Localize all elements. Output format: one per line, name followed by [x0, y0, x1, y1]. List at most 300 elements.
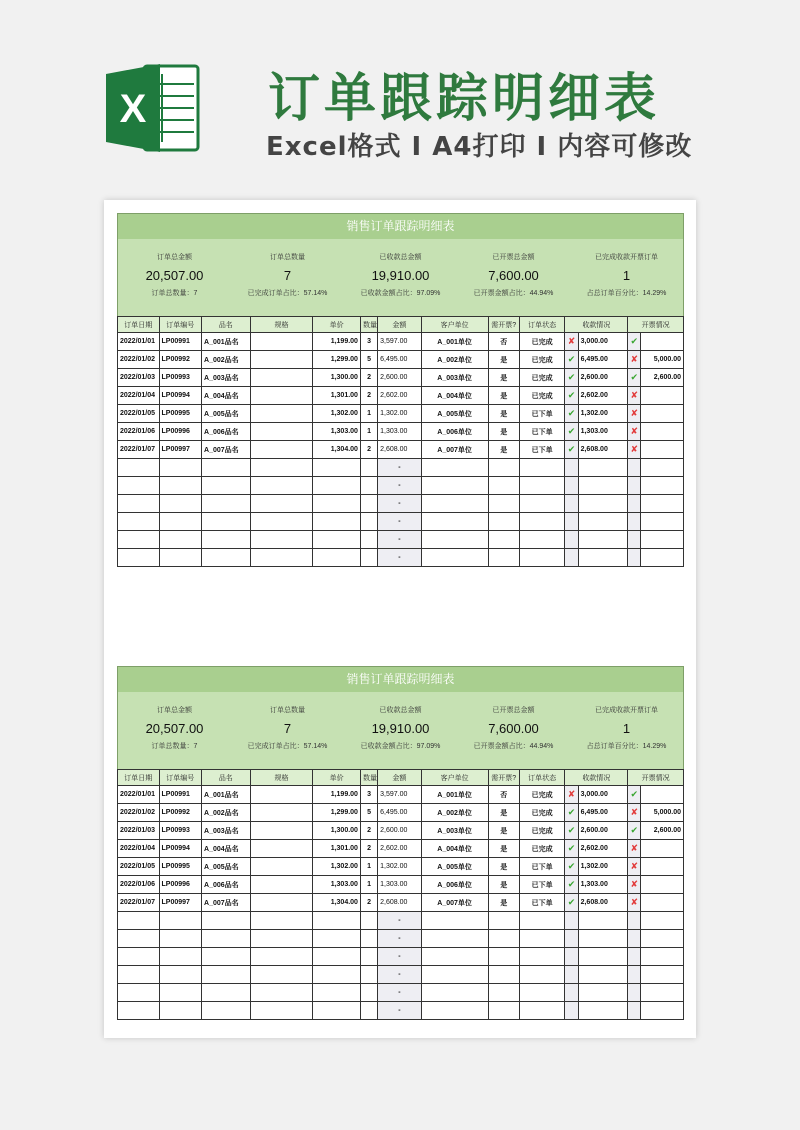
cell-client[interactable]: A_005单位 [421, 405, 488, 423]
empty-cell[interactable] [313, 930, 361, 948]
cell-invoice[interactable]: 是 [488, 369, 519, 387]
cell-spec[interactable] [250, 876, 313, 894]
empty-cell[interactable] [118, 966, 160, 984]
empty-cell[interactable] [313, 549, 361, 567]
empty-cell[interactable] [578, 495, 628, 513]
empty-cell[interactable] [421, 513, 488, 531]
cell-date[interactable]: 2022/01/05 [118, 405, 160, 423]
empty-cell[interactable] [578, 948, 628, 966]
cell-no[interactable]: LP00993 [159, 369, 202, 387]
cell-qty[interactable]: 2 [360, 822, 377, 840]
cell-inv[interactable] [641, 786, 684, 804]
cell-status[interactable]: 已下单 [519, 858, 565, 876]
empty-cell[interactable] [578, 549, 628, 567]
empty-cell[interactable] [641, 984, 684, 1002]
cell-price[interactable]: 1,304.00 [313, 441, 361, 459]
empty-cell[interactable] [421, 531, 488, 549]
cell-pay[interactable]: 6,495.00 [578, 351, 628, 369]
empty-cell[interactable] [313, 912, 361, 930]
cell-spec[interactable] [250, 351, 313, 369]
empty-cell[interactable] [159, 984, 202, 1002]
cell-qty[interactable]: 2 [360, 387, 377, 405]
cell-invoice[interactable]: 是 [488, 387, 519, 405]
cell-inv[interactable]: 5,000.00 [641, 351, 684, 369]
empty-cell[interactable]: - [378, 531, 422, 549]
empty-cell[interactable] [360, 912, 377, 930]
cell-pay[interactable]: 1,302.00 [578, 405, 628, 423]
cell-date[interactable]: 2022/01/02 [118, 804, 160, 822]
empty-cell[interactable]: - [378, 930, 422, 948]
empty-cell[interactable] [202, 948, 251, 966]
status-mark-cell[interactable] [565, 786, 578, 804]
cell-status[interactable]: 已下单 [519, 405, 565, 423]
cell-price[interactable]: 1,299.00 [313, 351, 361, 369]
empty-cell[interactable] [565, 930, 578, 948]
empty-cell[interactable] [313, 459, 361, 477]
cell-inv[interactable] [641, 387, 684, 405]
empty-cell[interactable] [519, 549, 565, 567]
empty-cell[interactable] [641, 459, 684, 477]
cell-inv[interactable]: 2,600.00 [641, 369, 684, 387]
cell-name[interactable]: A_004品名 [202, 387, 251, 405]
empty-cell[interactable] [421, 1002, 488, 1020]
empty-cell[interactable] [118, 513, 160, 531]
cell-date[interactable]: 2022/01/04 [118, 840, 160, 858]
cell-amount[interactable]: 1,303.00 [378, 876, 422, 894]
empty-cell[interactable] [421, 495, 488, 513]
cell-date[interactable]: 2022/01/06 [118, 423, 160, 441]
status-mark-cell[interactable] [628, 387, 641, 405]
empty-cell[interactable] [519, 531, 565, 549]
empty-cell[interactable] [313, 1002, 361, 1020]
empty-cell[interactable] [488, 984, 519, 1002]
status-mark-cell[interactable] [565, 858, 578, 876]
empty-cell[interactable] [488, 495, 519, 513]
cell-invoice[interactable]: 是 [488, 441, 519, 459]
cell-name[interactable]: A_006品名 [202, 876, 251, 894]
cell-name[interactable]: A_005品名 [202, 405, 251, 423]
empty-cell[interactable]: - [378, 513, 422, 531]
cell-no[interactable]: LP00995 [159, 405, 202, 423]
empty-cell[interactable] [313, 531, 361, 549]
empty-cell[interactable] [250, 477, 313, 495]
cell-client[interactable]: A_007单位 [421, 441, 488, 459]
empty-cell[interactable] [118, 495, 160, 513]
empty-cell[interactable] [628, 984, 641, 1002]
cell-amount[interactable]: 1,302.00 [378, 858, 422, 876]
cell-client[interactable]: A_004单位 [421, 840, 488, 858]
cell-name[interactable]: A_007品名 [202, 894, 251, 912]
empty-cell[interactable] [313, 513, 361, 531]
empty-cell[interactable] [565, 459, 578, 477]
empty-cell[interactable] [565, 531, 578, 549]
cell-amount[interactable]: 6,495.00 [378, 804, 422, 822]
cell-amount[interactable]: 3,597.00 [378, 333, 422, 351]
status-mark-cell[interactable] [628, 351, 641, 369]
cell-inv[interactable] [641, 840, 684, 858]
empty-cell[interactable] [519, 984, 565, 1002]
cell-inv[interactable] [641, 876, 684, 894]
empty-cell[interactable] [421, 984, 488, 1002]
empty-cell[interactable] [628, 459, 641, 477]
cell-status[interactable]: 已完成 [519, 387, 565, 405]
empty-cell[interactable] [118, 477, 160, 495]
cell-invoice[interactable]: 是 [488, 858, 519, 876]
empty-cell[interactable] [159, 966, 202, 984]
cell-client[interactable]: A_001单位 [421, 333, 488, 351]
cell-no[interactable]: LP00992 [159, 804, 202, 822]
cell-inv[interactable] [641, 423, 684, 441]
empty-cell[interactable] [159, 549, 202, 567]
cell-no[interactable]: LP00994 [159, 840, 202, 858]
empty-cell[interactable] [250, 930, 313, 948]
empty-cell[interactable] [641, 912, 684, 930]
cell-qty[interactable]: 1 [360, 423, 377, 441]
empty-cell[interactable] [360, 531, 377, 549]
cell-inv[interactable]: 5,000.00 [641, 804, 684, 822]
cell-price[interactable]: 1,301.00 [313, 387, 361, 405]
empty-cell[interactable] [202, 966, 251, 984]
empty-cell[interactable] [488, 912, 519, 930]
empty-cell[interactable] [641, 513, 684, 531]
cell-client[interactable]: A_003单位 [421, 822, 488, 840]
empty-cell[interactable] [360, 930, 377, 948]
empty-cell[interactable] [628, 948, 641, 966]
cell-client[interactable]: A_005单位 [421, 858, 488, 876]
cell-date[interactable]: 2022/01/07 [118, 894, 160, 912]
cell-pay[interactable]: 1,302.00 [578, 858, 628, 876]
cell-no[interactable]: LP00994 [159, 387, 202, 405]
cell-invoice[interactable]: 是 [488, 804, 519, 822]
cell-price[interactable]: 1,302.00 [313, 405, 361, 423]
cell-inv[interactable] [641, 405, 684, 423]
cell-spec[interactable] [250, 822, 313, 840]
cell-price[interactable]: 1,304.00 [313, 894, 361, 912]
cell-pay[interactable]: 2,608.00 [578, 894, 628, 912]
cell-no[interactable]: LP00996 [159, 876, 202, 894]
cell-status[interactable]: 已完成 [519, 333, 565, 351]
empty-cell[interactable] [118, 930, 160, 948]
empty-cell[interactable] [250, 912, 313, 930]
cell-name[interactable]: A_002品名 [202, 351, 251, 369]
cell-client[interactable]: A_007单位 [421, 894, 488, 912]
empty-cell[interactable] [159, 948, 202, 966]
cell-status[interactable]: 已完成 [519, 822, 565, 840]
empty-cell[interactable] [250, 948, 313, 966]
empty-cell[interactable] [641, 1002, 684, 1020]
empty-cell[interactable] [202, 930, 251, 948]
empty-cell[interactable] [641, 966, 684, 984]
cell-status[interactable]: 已完成 [519, 786, 565, 804]
cell-qty[interactable]: 3 [360, 333, 377, 351]
cell-name[interactable]: A_002品名 [202, 804, 251, 822]
cell-amount[interactable]: 2,602.00 [378, 840, 422, 858]
cell-inv[interactable] [641, 894, 684, 912]
empty-cell[interactable] [202, 549, 251, 567]
cell-no[interactable]: LP00997 [159, 894, 202, 912]
cell-spec[interactable] [250, 405, 313, 423]
empty-cell[interactable] [202, 513, 251, 531]
empty-cell[interactable] [488, 930, 519, 948]
cell-spec[interactable] [250, 840, 313, 858]
empty-cell[interactable] [565, 912, 578, 930]
empty-cell[interactable] [202, 984, 251, 1002]
empty-cell[interactable]: - [378, 966, 422, 984]
cell-qty[interactable]: 2 [360, 441, 377, 459]
cell-date[interactable]: 2022/01/07 [118, 441, 160, 459]
empty-cell[interactable] [159, 459, 202, 477]
status-mark-cell[interactable] [565, 423, 578, 441]
cell-spec[interactable] [250, 786, 313, 804]
status-mark-cell[interactable] [628, 369, 641, 387]
cell-status[interactable]: 已下单 [519, 423, 565, 441]
empty-cell[interactable] [202, 531, 251, 549]
cell-qty[interactable]: 2 [360, 894, 377, 912]
empty-cell[interactable] [565, 495, 578, 513]
empty-cell[interactable] [519, 459, 565, 477]
cell-price[interactable]: 1,301.00 [313, 840, 361, 858]
cell-client[interactable]: A_001单位 [421, 786, 488, 804]
cell-no[interactable]: LP00997 [159, 441, 202, 459]
cell-price[interactable]: 1,302.00 [313, 858, 361, 876]
cell-price[interactable]: 1,300.00 [313, 822, 361, 840]
empty-cell[interactable] [118, 1002, 160, 1020]
cell-name[interactable]: A_005品名 [202, 858, 251, 876]
cell-invoice[interactable]: 是 [488, 405, 519, 423]
empty-cell[interactable]: - [378, 984, 422, 1002]
empty-cell[interactable] [421, 477, 488, 495]
empty-cell[interactable]: - [378, 477, 422, 495]
cell-price[interactable]: 1,299.00 [313, 804, 361, 822]
status-mark-cell[interactable] [565, 804, 578, 822]
empty-cell[interactable] [519, 948, 565, 966]
empty-cell[interactable]: - [378, 549, 422, 567]
cell-status[interactable]: 已完成 [519, 351, 565, 369]
empty-cell[interactable] [118, 531, 160, 549]
empty-cell[interactable] [519, 477, 565, 495]
empty-cell[interactable] [360, 1002, 377, 1020]
cell-price[interactable]: 1,303.00 [313, 423, 361, 441]
cell-inv[interactable] [641, 333, 684, 351]
status-mark-cell[interactable] [565, 876, 578, 894]
empty-cell[interactable] [421, 930, 488, 948]
empty-cell[interactable] [628, 966, 641, 984]
cell-qty[interactable]: 1 [360, 858, 377, 876]
cell-spec[interactable] [250, 423, 313, 441]
cell-inv[interactable]: 2,600.00 [641, 822, 684, 840]
cell-spec[interactable] [250, 441, 313, 459]
empty-cell[interactable] [421, 549, 488, 567]
cell-amount[interactable]: 6,495.00 [378, 351, 422, 369]
empty-cell[interactable] [313, 966, 361, 984]
empty-cell[interactable] [360, 513, 377, 531]
cell-date[interactable]: 2022/01/01 [118, 333, 160, 351]
cell-invoice[interactable]: 是 [488, 876, 519, 894]
empty-cell[interactable] [519, 1002, 565, 1020]
empty-cell[interactable] [118, 459, 160, 477]
empty-cell[interactable] [578, 477, 628, 495]
cell-status[interactable]: 已下单 [519, 441, 565, 459]
status-mark-cell[interactable] [565, 333, 578, 351]
empty-cell[interactable] [519, 930, 565, 948]
cell-amount[interactable]: 2,608.00 [378, 441, 422, 459]
cell-invoice[interactable]: 是 [488, 840, 519, 858]
cell-spec[interactable] [250, 804, 313, 822]
cell-date[interactable]: 2022/01/03 [118, 369, 160, 387]
empty-cell[interactable] [421, 912, 488, 930]
cell-pay[interactable]: 1,303.00 [578, 876, 628, 894]
cell-qty[interactable]: 2 [360, 840, 377, 858]
status-mark-cell[interactable] [565, 840, 578, 858]
empty-cell[interactable] [578, 984, 628, 1002]
cell-amount[interactable]: 2,600.00 [378, 369, 422, 387]
empty-cell[interactable] [628, 1002, 641, 1020]
cell-pay[interactable]: 1,303.00 [578, 423, 628, 441]
empty-cell[interactable]: - [378, 459, 422, 477]
status-mark-cell[interactable] [565, 894, 578, 912]
empty-cell[interactable] [159, 495, 202, 513]
empty-cell[interactable] [250, 513, 313, 531]
cell-price[interactable]: 1,303.00 [313, 876, 361, 894]
cell-status[interactable]: 已下单 [519, 876, 565, 894]
empty-cell[interactable] [565, 477, 578, 495]
cell-amount[interactable]: 2,602.00 [378, 387, 422, 405]
cell-spec[interactable] [250, 387, 313, 405]
empty-cell[interactable]: - [378, 948, 422, 966]
empty-cell[interactable] [641, 477, 684, 495]
status-mark-cell[interactable] [628, 333, 641, 351]
empty-cell[interactable] [641, 549, 684, 567]
empty-cell[interactable] [488, 477, 519, 495]
empty-cell[interactable] [250, 531, 313, 549]
empty-cell[interactable] [360, 459, 377, 477]
empty-cell[interactable] [360, 984, 377, 1002]
empty-cell[interactable] [313, 477, 361, 495]
cell-amount[interactable]: 1,302.00 [378, 405, 422, 423]
cell-status[interactable]: 已下单 [519, 894, 565, 912]
empty-cell[interactable] [360, 495, 377, 513]
cell-qty[interactable]: 5 [360, 804, 377, 822]
empty-cell[interactable] [565, 966, 578, 984]
cell-price[interactable]: 1,300.00 [313, 369, 361, 387]
cell-date[interactable]: 2022/01/05 [118, 858, 160, 876]
empty-cell[interactable] [488, 948, 519, 966]
empty-cell[interactable] [628, 930, 641, 948]
empty-cell[interactable] [578, 912, 628, 930]
empty-cell[interactable]: - [378, 1002, 422, 1020]
empty-cell[interactable] [488, 459, 519, 477]
cell-name[interactable]: A_001品名 [202, 333, 251, 351]
cell-pay[interactable]: 2,600.00 [578, 822, 628, 840]
cell-name[interactable]: A_007品名 [202, 441, 251, 459]
empty-cell[interactable] [488, 513, 519, 531]
cell-amount[interactable]: 1,303.00 [378, 423, 422, 441]
status-mark-cell[interactable] [565, 369, 578, 387]
status-mark-cell[interactable] [628, 441, 641, 459]
status-mark-cell[interactable] [628, 858, 641, 876]
empty-cell[interactable] [250, 549, 313, 567]
status-mark-cell[interactable] [628, 423, 641, 441]
cell-name[interactable]: A_003品名 [202, 822, 251, 840]
empty-cell[interactable] [565, 984, 578, 1002]
empty-cell[interactable] [360, 549, 377, 567]
empty-cell[interactable] [519, 912, 565, 930]
empty-cell[interactable] [578, 930, 628, 948]
empty-cell[interactable] [360, 948, 377, 966]
cell-amount[interactable]: 3,597.00 [378, 786, 422, 804]
cell-spec[interactable] [250, 894, 313, 912]
cell-qty[interactable]: 3 [360, 786, 377, 804]
cell-invoice[interactable]: 否 [488, 333, 519, 351]
cell-date[interactable]: 2022/01/02 [118, 351, 160, 369]
empty-cell[interactable] [628, 549, 641, 567]
cell-price[interactable]: 1,199.00 [313, 333, 361, 351]
cell-invoice[interactable]: 是 [488, 423, 519, 441]
cell-spec[interactable] [250, 369, 313, 387]
empty-cell[interactable]: - [378, 495, 422, 513]
cell-qty[interactable]: 1 [360, 876, 377, 894]
status-mark-cell[interactable] [628, 405, 641, 423]
cell-client[interactable]: A_006单位 [421, 423, 488, 441]
status-mark-cell[interactable] [628, 876, 641, 894]
cell-invoice[interactable]: 是 [488, 351, 519, 369]
cell-spec[interactable] [250, 333, 313, 351]
empty-cell[interactable] [641, 495, 684, 513]
cell-name[interactable]: A_006品名 [202, 423, 251, 441]
cell-no[interactable]: LP00993 [159, 822, 202, 840]
cell-pay[interactable]: 2,608.00 [578, 441, 628, 459]
empty-cell[interactable] [159, 531, 202, 549]
empty-cell[interactable] [250, 495, 313, 513]
empty-cell[interactable] [421, 966, 488, 984]
status-mark-cell[interactable] [565, 441, 578, 459]
empty-cell[interactable] [578, 513, 628, 531]
empty-cell[interactable] [519, 513, 565, 531]
empty-cell[interactable] [159, 930, 202, 948]
empty-cell[interactable] [565, 513, 578, 531]
empty-cell[interactable] [519, 966, 565, 984]
empty-cell[interactable] [250, 1002, 313, 1020]
cell-client[interactable]: A_006单位 [421, 876, 488, 894]
status-mark-cell[interactable] [628, 786, 641, 804]
status-mark-cell[interactable] [565, 351, 578, 369]
cell-pay[interactable]: 3,000.00 [578, 786, 628, 804]
cell-qty[interactable]: 5 [360, 351, 377, 369]
cell-client[interactable]: A_004单位 [421, 387, 488, 405]
cell-date[interactable]: 2022/01/04 [118, 387, 160, 405]
status-mark-cell[interactable] [628, 840, 641, 858]
empty-cell[interactable] [628, 477, 641, 495]
cell-no[interactable]: LP00991 [159, 333, 202, 351]
cell-name[interactable]: A_004品名 [202, 840, 251, 858]
empty-cell[interactable] [159, 477, 202, 495]
status-mark-cell[interactable] [628, 822, 641, 840]
empty-cell[interactable]: - [378, 912, 422, 930]
status-mark-cell[interactable] [628, 804, 641, 822]
cell-spec[interactable] [250, 858, 313, 876]
cell-client[interactable]: A_002单位 [421, 351, 488, 369]
status-mark-cell[interactable] [628, 894, 641, 912]
cell-client[interactable]: A_003单位 [421, 369, 488, 387]
empty-cell[interactable] [313, 984, 361, 1002]
empty-cell[interactable] [488, 531, 519, 549]
cell-inv[interactable] [641, 441, 684, 459]
cell-pay[interactable]: 2,602.00 [578, 840, 628, 858]
empty-cell[interactable] [250, 966, 313, 984]
status-mark-cell[interactable] [565, 387, 578, 405]
empty-cell[interactable] [313, 948, 361, 966]
cell-date[interactable]: 2022/01/06 [118, 876, 160, 894]
